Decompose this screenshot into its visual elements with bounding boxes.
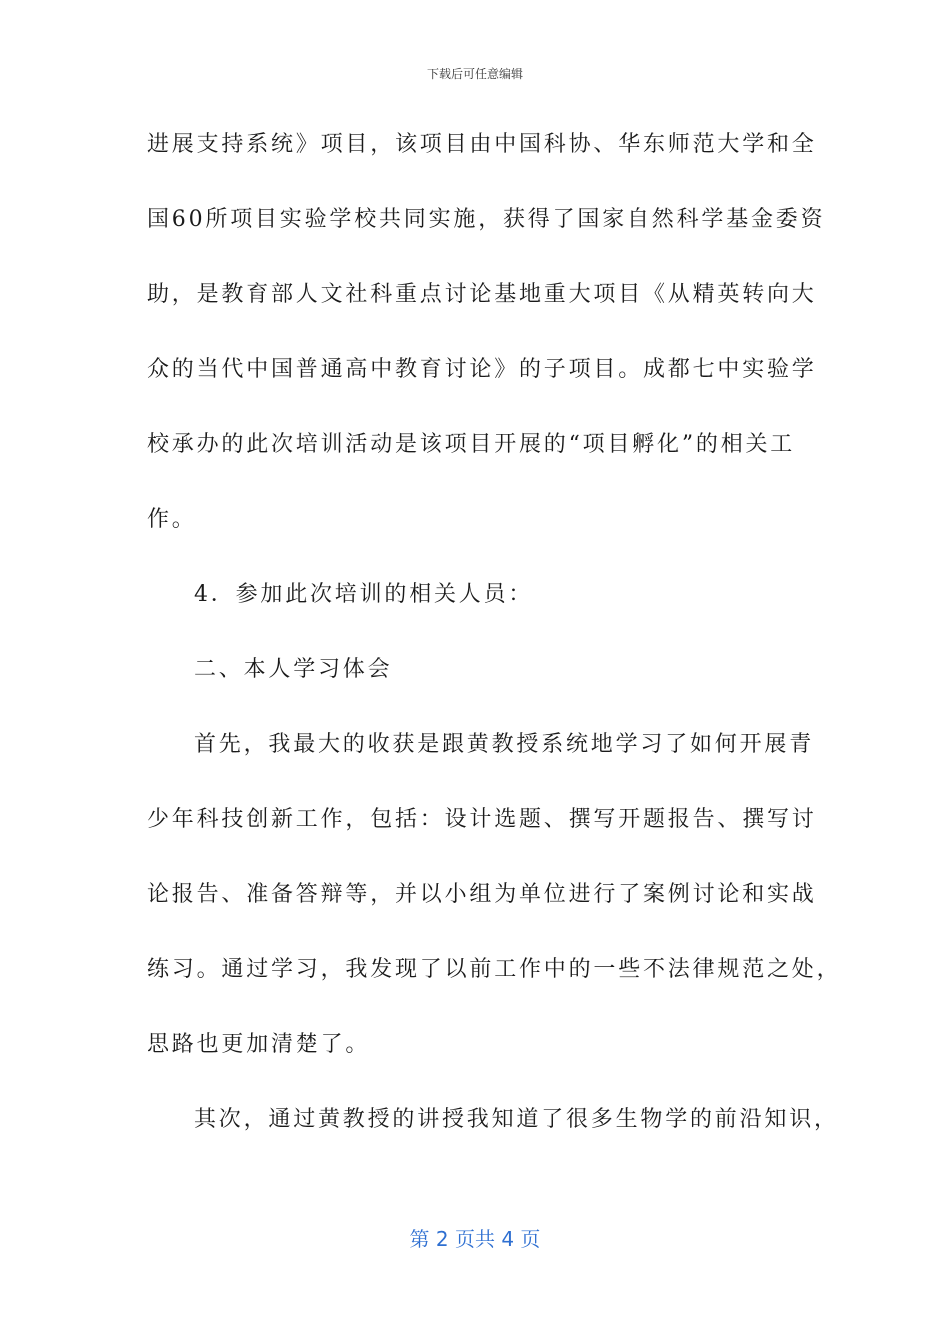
page-number-footer bbox=[0, 1227, 950, 1251]
body-line-4: 众的当代中国普通高中教育讨论》的子项目。成都七中实验学 bbox=[147, 357, 817, 382]
body-line-1: 进展支持系统》项目，该项目由中国科协、华东师范大学和全 bbox=[147, 132, 817, 157]
body-line-2: 国60所项目实验学校共同实施，获得了国家自然科学基金委资 bbox=[147, 207, 826, 232]
section-item-4: 4．参加此次培训的相关人员： bbox=[194, 582, 534, 607]
body-line-5: 校承办的此次培训活动是该项目开展的“项目孵化”的相关工 bbox=[147, 432, 796, 457]
body-line-11: 论报告、准备答辩等，并以小组为单位进行了案例讨论和实战 bbox=[147, 882, 817, 907]
body-line-6: 作。 bbox=[147, 507, 197, 532]
body-line-13: 思路也更加清楚了。 bbox=[147, 1032, 371, 1057]
body-line-10: 少年科技创新工作，包括：设计选题、撰写开题报告、撰写讨 bbox=[147, 807, 817, 832]
paragraph-second-first-line: 其次，通过黄教授的讲授我知道了很多生物学的前沿知识， bbox=[194, 1107, 839, 1132]
body-line-3: 助，是教育部人文社科重点讨论基地重大项目《从精英转向大 bbox=[147, 282, 817, 307]
paragraph-first-line: 首先，我最大的收获是跟黄教授系统地学习了如何开展青 bbox=[194, 732, 815, 757]
page-number-text: 第 2 页共 4 页 bbox=[409, 1227, 541, 1251]
page-header: 下载后可任意编辑 bbox=[426, 67, 523, 81]
body-line-12: 练习。通过学习，我发现了以前工作中的一些不法律规范之处， bbox=[147, 957, 842, 982]
document-body bbox=[147, 120, 842, 1170]
section-heading-2: 二、本人学习体会 bbox=[194, 657, 393, 682]
